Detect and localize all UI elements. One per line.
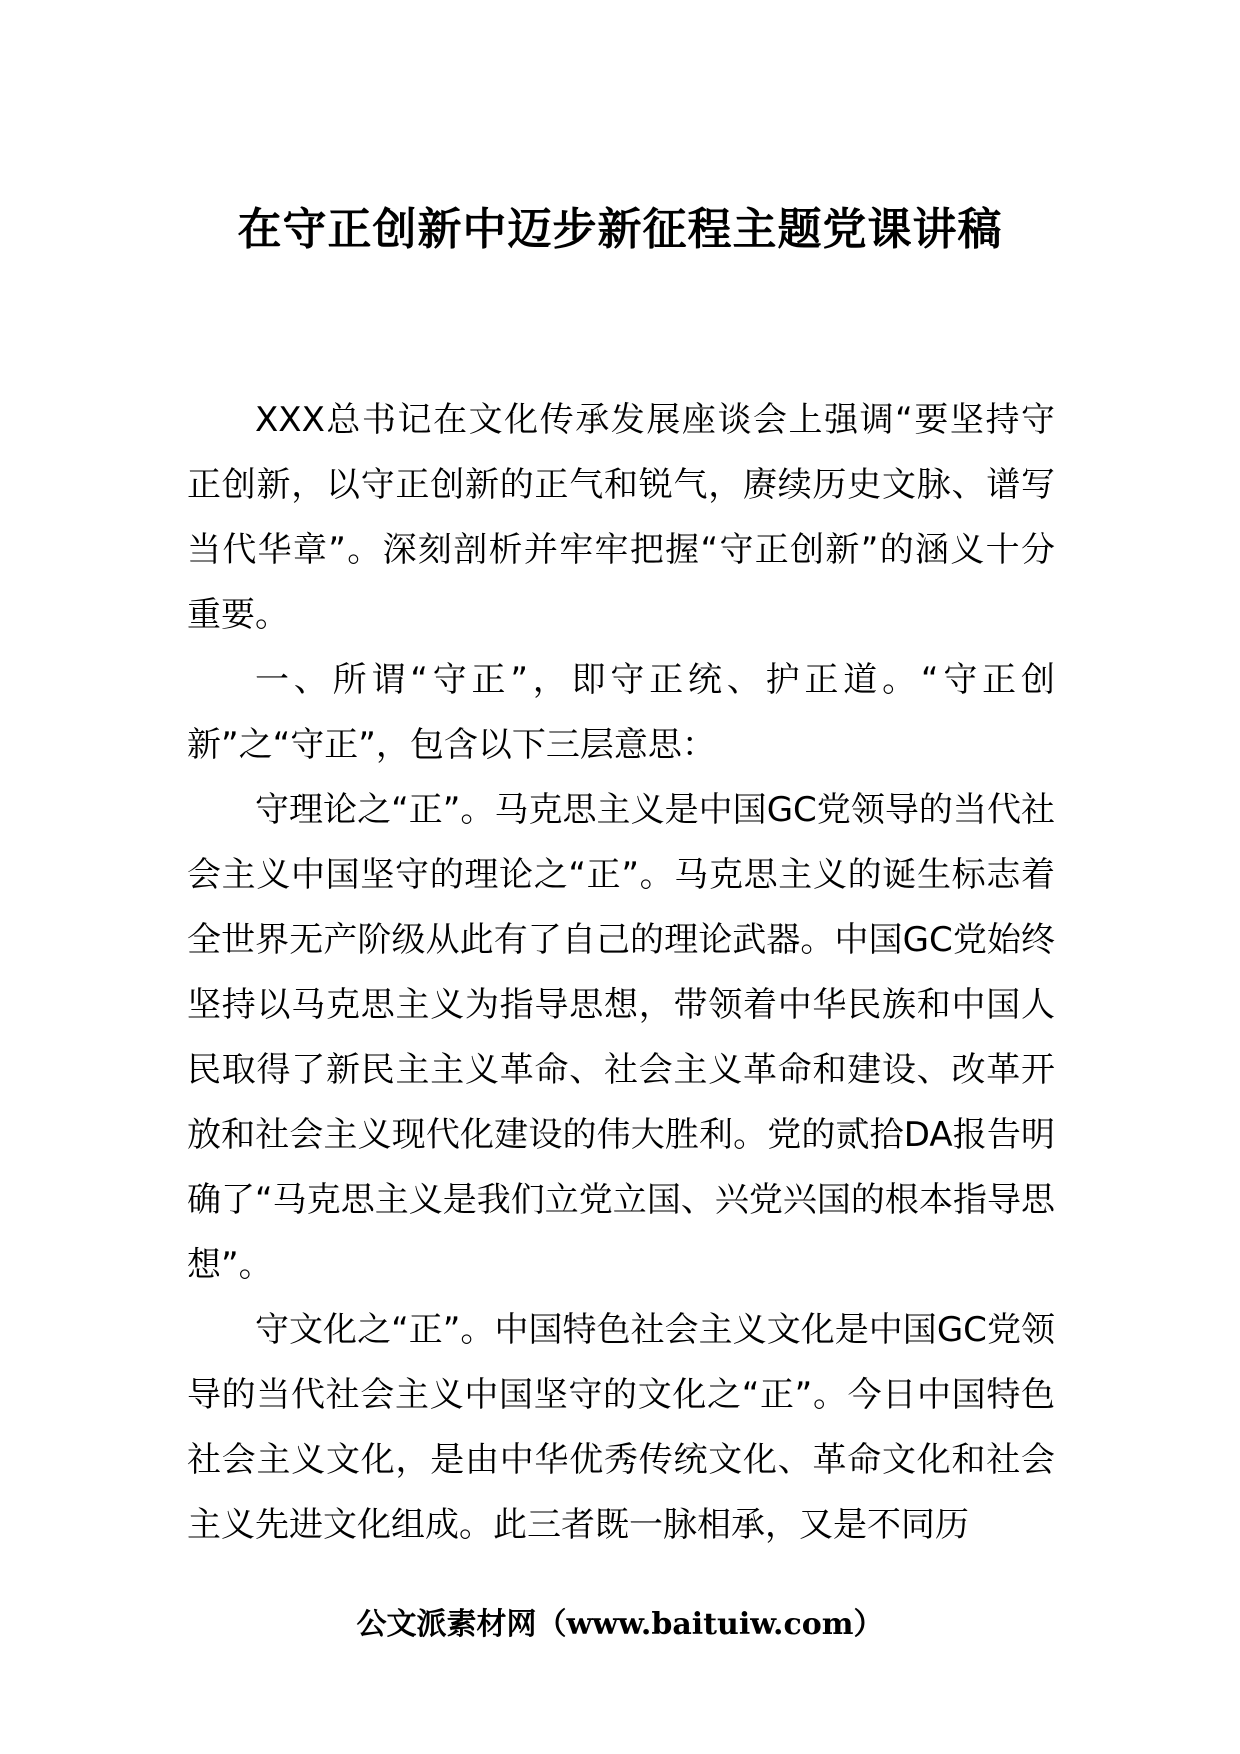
page-footer: 公文派素材网（www.baituiw.com）: [356, 1607, 884, 1642]
document-body: [187, 388, 1055, 1558]
paragraph-section-one: 一、所谓“守正”，即守正统、护正道。“守正创新”之“守正”，包含以下三层意思：: [187, 660, 1055, 765]
paragraph-intro: XXX总书记在文化传承发展座谈会上强调“要坚持守正创新，以守正创新的正气和锐气，赓续历史文脉、谱写当代华章”。深刻剖析并牢牢把握“守正创新”的涵义十分重要。: [187, 400, 1055, 635]
paragraph-culture: 守文化之“正”。中国特色社会主义文化是中国GC党领导的当代社会主义中国坚守的文化之“正”。今日中国特色社会主义文化，是由中华优秀传统文化、革命文化和社会主义先进文化组成。此三者既一脉相承，又是不同历: [187, 1310, 1055, 1545]
page-title: 在守正创新中迈步新征程主题党课讲稿: [237, 204, 1003, 255]
paragraph-theory: 守理论之“正”。马克思主义是中国GC党领导的当代社会主义中国坚守的理论之“正”。马克思主义的诞生标志着全世界无产阶级从此有了自己的理论武器。中国GC党始终坚持以马克思主义为指导思想，带领着中华民族和中国人民取得了新民主主义革命、社会主义革命和建设、改革开放和社会主义现代化建设的伟大胜利。党的贰拾DA报告明确了“马克思主义是我们立党立国、兴党兴国的根本指导思想”。: [187, 790, 1055, 1285]
